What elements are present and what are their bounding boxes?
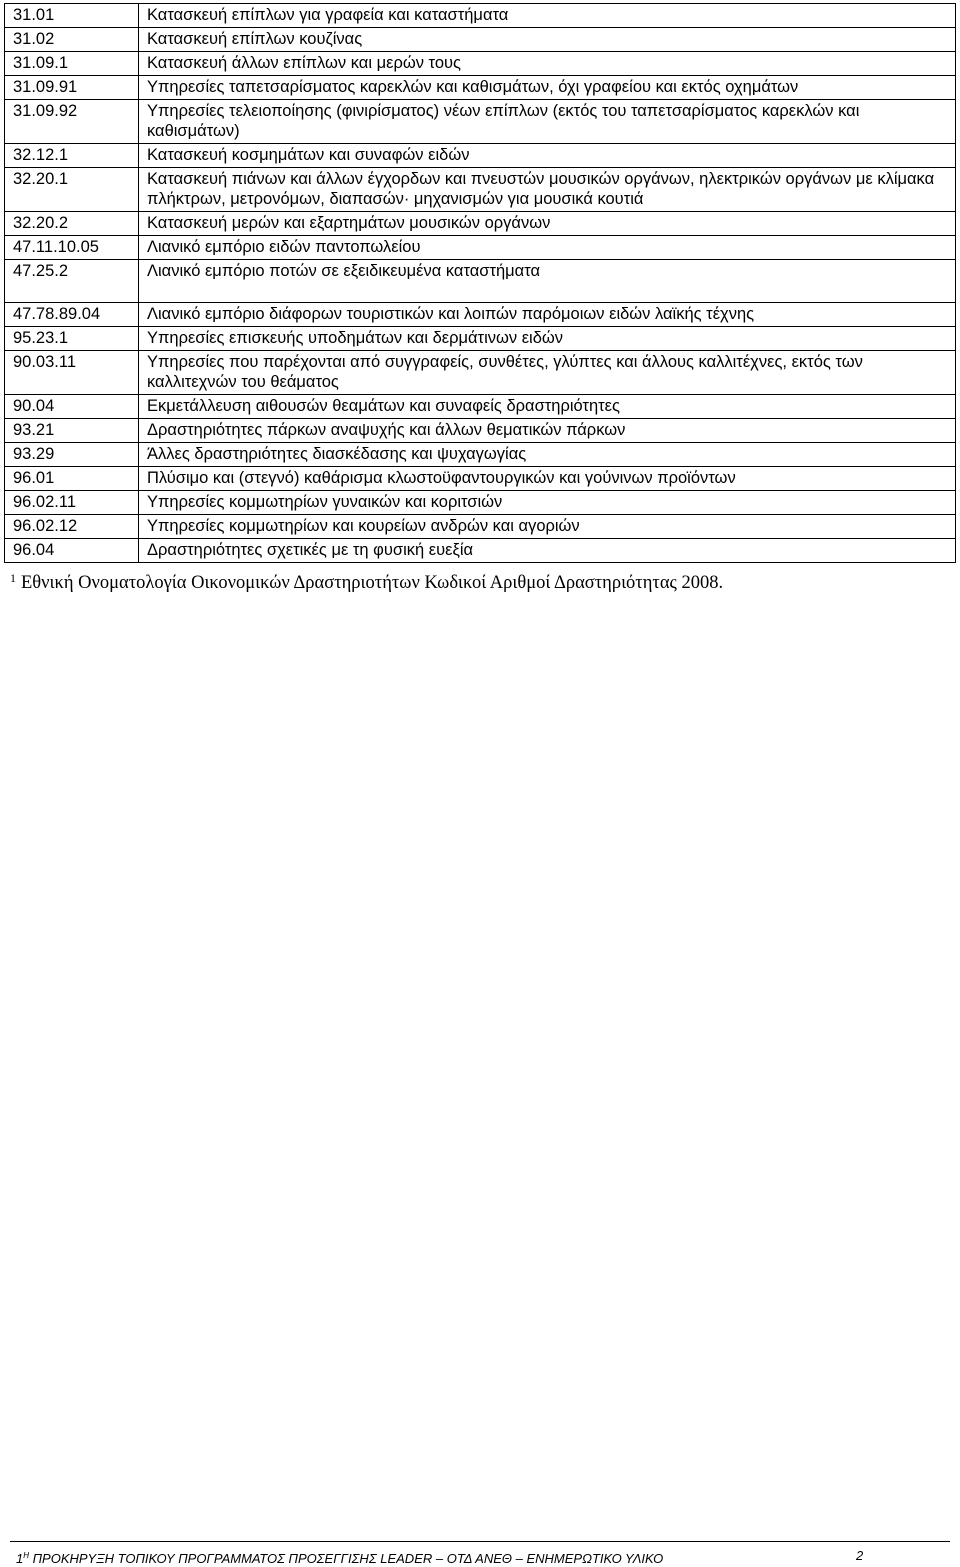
- table-row: [5, 28, 956, 52]
- activity-description: Υπηρεσίες ταπετσαρίσματος καρεκλών και καθισμάτων, όχι γραφείου και εκτός οχημάτων: [139, 76, 956, 100]
- activity-code: 31.09.91: [5, 76, 139, 100]
- activity-code: 31.01: [5, 4, 139, 28]
- activity-code: 96.02.11: [5, 491, 139, 515]
- table-row: [5, 327, 956, 351]
- footer-divider: [10, 1541, 950, 1542]
- footer-text: ΠΡΟΚΗΡΥΞΗ ΤΟΠΙΚΟΥ ΠΡΟΓΡΑΜΜΑΤΟΣ ΠΡΟΣΕΓΓΙΣΗΣ LEADER – ΟΤΔ ΑΝΕΘ – ΕΝΗΜΕΡΩΤΙΚΟ ΥΛΙΚΟ: [29, 1551, 664, 1566]
- activity-description: Κατασκευή πιάνων και άλλων έγχορδων και πνευστών μουσικών οργάνων, ηλεκτρικών οργάνων με κλίμακα πλήκτρων, μετρονόμων, διαπασών· μηχανισμών για μουσικά κουτιά: [139, 168, 956, 212]
- activity-code: 31.02: [5, 28, 139, 52]
- table-row: [5, 539, 956, 563]
- table-row: [5, 491, 956, 515]
- activity-description: Άλλες δραστηριότητες διασκέδασης και ψυχαγωγίας: [139, 443, 956, 467]
- table-row: [5, 419, 956, 443]
- activity-description: Κατασκευή άλλων επίπλων και μερών τους: [139, 52, 956, 76]
- table-row: [5, 168, 956, 212]
- activity-description: Κατασκευή επίπλων για γραφεία και καταστήματα: [139, 4, 956, 28]
- activity-description: Υπηρεσίες τελειοποίησης (φινιρίσματος) νέων επίπλων (εκτός του ταπετσαρίσματος καρεκλών και καθισμάτων): [139, 100, 956, 144]
- table-row: [5, 236, 956, 260]
- activity-code: 96.01: [5, 467, 139, 491]
- table-row: [5, 303, 956, 327]
- activity-code: 93.29: [5, 443, 139, 467]
- table-row: [5, 76, 956, 100]
- page-footer: [16, 1548, 916, 1567]
- page-number: 2: [856, 1548, 864, 1563]
- activity-description: Κατασκευή επίπλων κουζίνας: [139, 28, 956, 52]
- activity-code: 31.09.1: [5, 52, 139, 76]
- activity-description: Λιανικό εμπόριο ποτών σε εξειδικευμένα καταστήματα: [139, 260, 956, 303]
- activity-code: 90.03.11: [5, 351, 139, 395]
- activity-codes-body: [5, 4, 956, 563]
- table-row: [5, 260, 956, 303]
- activity-description: Δραστηριότητες πάρκων αναψυχής και άλλων θεματικών πάρκων: [139, 419, 956, 443]
- table-row: [5, 212, 956, 236]
- footnote: [10, 566, 950, 595]
- table-row: [5, 4, 956, 28]
- table-row: [5, 467, 956, 491]
- activity-code: 32.12.1: [5, 144, 139, 168]
- activity-description: Υπηρεσίες επισκευής υποδημάτων και δερμάτινων ειδών: [139, 327, 956, 351]
- footnote-mark: 1: [10, 571, 16, 585]
- table-row: [5, 515, 956, 539]
- footer-number: 1: [16, 1551, 24, 1566]
- activity-code: 32.20.2: [5, 212, 139, 236]
- footnote-text: Εθνική Ονοματολογία Οικονομικών Δραστηριοτήτων Κωδικοί Αριθμοί Δραστηριότητας 2008.: [21, 573, 724, 593]
- activity-codes-table: [4, 3, 956, 563]
- activity-description: Κατασκευή μερών και εξαρτημάτων μουσικών οργάνων: [139, 212, 956, 236]
- activity-description: Λιανικό εμπόριο διάφορων τουριστικών και λοιπών παρόμοιων ειδών λαϊκής τέχνης: [139, 303, 956, 327]
- activity-code: 47.25.2: [5, 260, 139, 303]
- activity-code: 32.20.1: [5, 168, 139, 212]
- activity-code: 31.09.92: [5, 100, 139, 144]
- footer-ordinal-suffix: Η: [23, 1551, 30, 1560]
- activity-description: Λιανικό εμπόριο ειδών παντοπωλείου: [139, 236, 956, 260]
- activity-code: 47.78.89.04: [5, 303, 139, 327]
- table-row: [5, 443, 956, 467]
- activity-description: Υπηρεσίες που παρέχονται από συγγραφείς, συνθέτες, γλύπτες και άλλους καλλιτέχνες, εκτός των καλλιτεχνών του θεάματος: [139, 351, 956, 395]
- activity-description: Δραστηριότητες σχετικές με τη φυσική ευεξία: [139, 539, 956, 563]
- activity-description: Υπηρεσίες κομμωτηρίων και κουρείων ανδρών και αγοριών: [139, 515, 956, 539]
- activity-code: 47.11.10.05: [5, 236, 139, 260]
- activity-description: Πλύσιμο και (στεγνό) καθάρισμα κλωστοϋφαντουργικών και γούνινων προϊόντων: [139, 467, 956, 491]
- activity-code: 96.04: [5, 539, 139, 563]
- activity-code: 95.23.1: [5, 327, 139, 351]
- activity-description: Υπηρεσίες κομμωτηρίων γυναικών και κοριτσιών: [139, 491, 956, 515]
- activity-code: 90.04: [5, 395, 139, 419]
- activity-code: 93.21: [5, 419, 139, 443]
- table-row: [5, 52, 956, 76]
- activity-description: Εκμετάλλευση αιθουσών θεαμάτων και συναφείς δραστηριότητες: [139, 395, 956, 419]
- table-row: [5, 395, 956, 419]
- table-row: [5, 100, 956, 144]
- table-row: [5, 144, 956, 168]
- activity-code: 96.02.12: [5, 515, 139, 539]
- table-row: [5, 351, 956, 395]
- activity-description: Κατασκευή κοσμημάτων και συναφών ειδών: [139, 144, 956, 168]
